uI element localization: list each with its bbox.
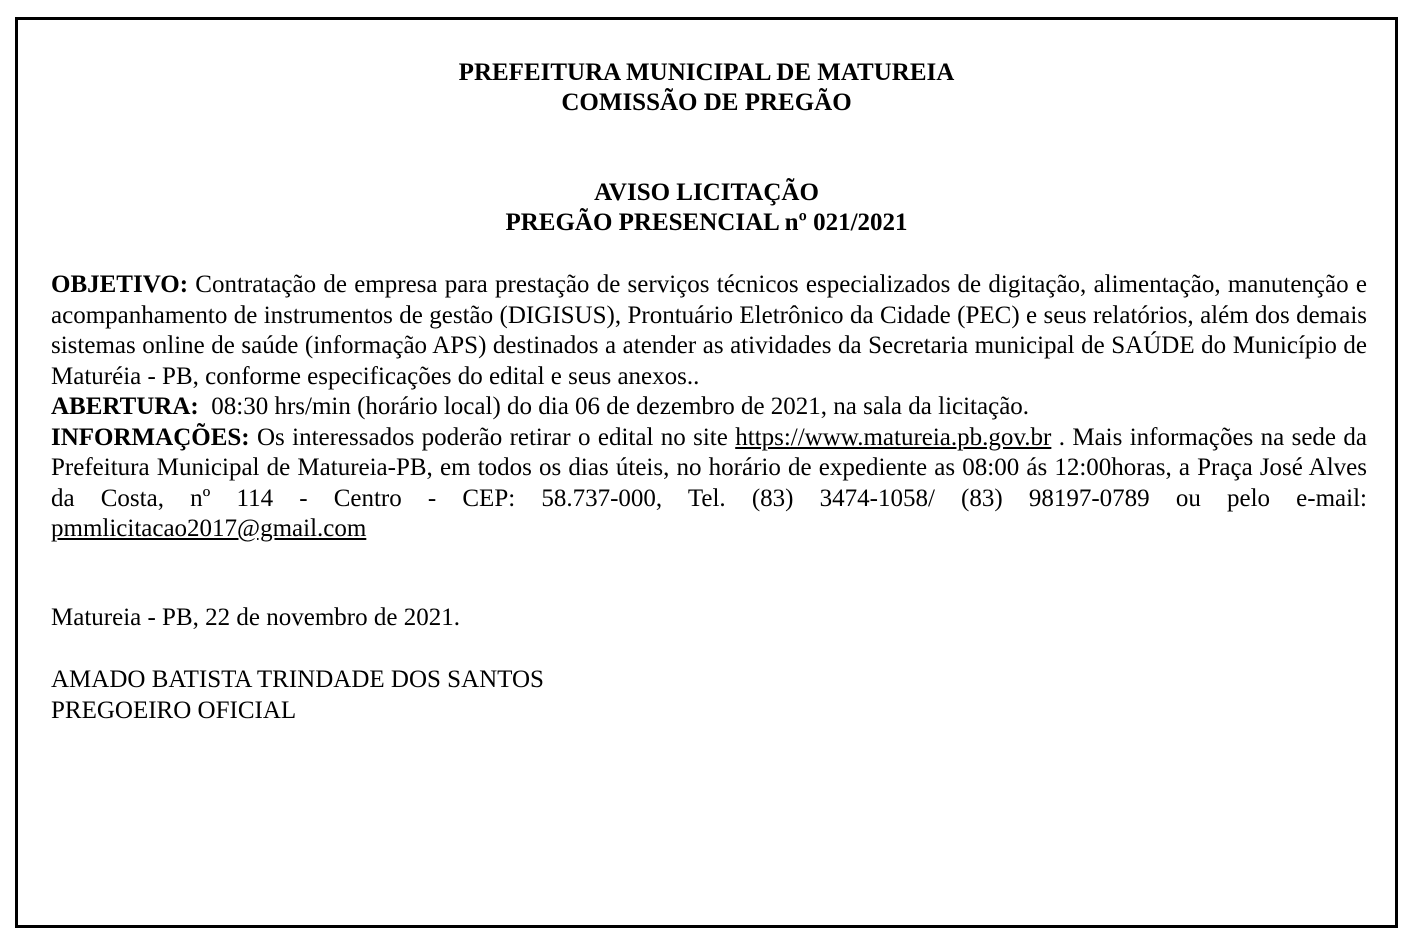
notice-body xyxy=(51,270,1367,545)
site-link[interactable]: https://www.matureia.pb.gov.br xyxy=(735,423,1052,451)
date-line: Matureia - PB, 22 de novembro de 2021. xyxy=(51,604,460,631)
informacoes-label: INFORMAÇÕES: xyxy=(51,423,250,451)
abertura-paragraph xyxy=(51,392,1367,423)
informacoes-text-after: . Mais informações na sede da Prefeitura Municipal de Matureia-PB, em todos os dias úteis, no horário de expediente as 08:00 ás 12:00horas, a Praça José Alves da Costa, nº 114 - Centro - CEP: 58.737-000, Tel. (83) 3474-1058/ (83) 98197-0789 ou pelo e-mail: xyxy=(51,423,1367,512)
notice-type: AVISO LICITAÇÃO xyxy=(594,179,819,206)
signatory-name: AMADO BATISTA TRINDADE DOS SANTOS xyxy=(51,666,544,693)
informacoes-paragraph xyxy=(51,423,1367,545)
header-commission: COMISSÃO DE PREGÃO xyxy=(561,89,852,116)
signature-block xyxy=(51,665,544,726)
header-municipality: PREFEITURA MUNICIPAL DE MATUREIA xyxy=(458,59,955,86)
abertura-text: 08:30 hrs/min (horário local) do dia 06 de dezembro de 2021, na sala da licitação. xyxy=(198,393,1030,420)
notice-number: PREGÃO PRESENCIAL nº 021/2021 xyxy=(505,209,908,236)
document-header xyxy=(18,58,1395,118)
abertura-label: ABERTURA: xyxy=(51,393,199,420)
informacoes-text-before: Os interessados poderão retirar o edital no site xyxy=(249,423,736,451)
notice-title xyxy=(18,178,1395,238)
objetivo-text: Contratação de empresa para prestação de serviços técnicos especializados de digitação, alimentação, manutenção e acompanhamento de instrumentos de gestão (DIGISUS), Prontuário Eletrônico da Cidade (PEC) e seus relatórios, além dos demais sistemas online de saúde (informação APS) destinados a atender as atividades da Secretaria municipal de SAÚDE do Município de Maturéia - PB, conforme especificações do edital e seus anexos.. xyxy=(51,271,1367,390)
objetivo-paragraph xyxy=(51,270,1367,392)
objetivo-label: OBJETIVO: xyxy=(51,271,189,298)
email-link[interactable]: pmmlicitacao2017@gmail.com xyxy=(51,515,367,542)
notice-frame xyxy=(15,17,1398,928)
signatory-role: PREGOEIRO OFICIAL xyxy=(51,696,297,724)
